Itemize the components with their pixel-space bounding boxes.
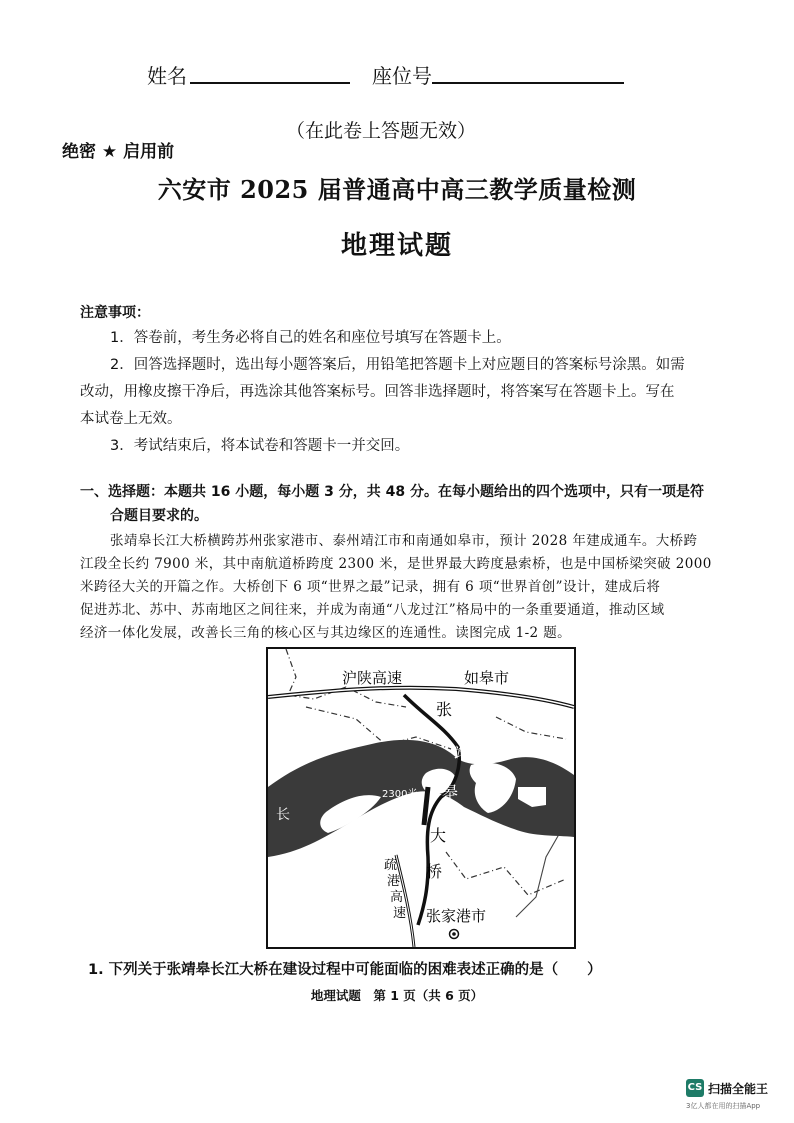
question-1: 1. 下列关于张靖皋长江大桥在建设过程中可能面临的困难表述正确的是（ ） [88, 962, 602, 978]
watermark-name: 扫描全能王 [708, 1082, 769, 1096]
bridge-char-label: 桥 [426, 862, 443, 881]
passage-line: 张靖皋长江大桥横跨苏州张家港市、泰州靖江市和南通如皋市，预计 2028 年建成通车。大桥跨 [110, 533, 698, 549]
section-heading-cont: 合题目要求的。 [110, 508, 208, 524]
port-expressway-label: 速 [393, 906, 407, 921]
seat-blank [432, 82, 624, 84]
port-expressway-label: 港 [387, 874, 401, 889]
watermark-tagline: 3亿人都在用的扫描App [686, 1102, 761, 1110]
river-label: 长 [276, 807, 290, 823]
subject-title: 地理试题 [340, 231, 453, 261]
note-line: 本试卷上无效。 [80, 411, 182, 427]
passage-line: 经济一体化发展，改善长三角的核心区与其边缘区的连通性。读图完成 1-2 题。 [80, 625, 572, 641]
city-marker-dot [452, 932, 456, 936]
zhangjiagang-label: 张家港市 [426, 907, 487, 925]
passage-line: 江段全长约 7900 米，其中南航道桥跨度 2300 米，是世界最大跨度悬索桥，也是中国桥梁突破 2000 [80, 556, 712, 572]
port-expressway-label: 高 [390, 890, 404, 905]
exam-title: 六安市 2025 届普通高中高三教学质量检测 [157, 175, 637, 204]
bridge-char-label: 皋 [442, 782, 459, 801]
confidential-mark: 绝密 ★ 启用前 [62, 142, 175, 162]
bridge-char-label: 张 [436, 700, 453, 719]
bridge-char-label: 大 [430, 826, 447, 845]
camscanner-logo-icon: CS [686, 1079, 704, 1097]
bridge-char-label: 靖 [454, 744, 471, 763]
note-line: 2．回答选择题时，选出每小题答案后，用铅笔把答题卡上对应题目的答案标号涂黑。如需 [110, 357, 685, 373]
page-footer: 地理试题 第 1 页（共 6 页） [310, 988, 484, 1003]
section-heading: 一、选择题：本题共 16 小题，每小题 3 分，共 48 分。在每小题给出的四个选项中，只有一项是符 [80, 484, 704, 500]
name-blank [190, 82, 350, 84]
rugao-label: 如皋市 [464, 669, 510, 687]
notes-heading: 注意事项： [80, 305, 150, 321]
note-line: 1．答卷前，考生务必将自己的姓名和座位号填写在答题卡上。 [110, 330, 511, 346]
span-label: 2300米 [382, 789, 418, 800]
invalid-notice: （在此卷上答题无效） [286, 120, 477, 142]
bridge-map [266, 647, 576, 949]
port-expressway-label: 疏 [384, 858, 398, 873]
name-label: 姓名 [147, 64, 187, 88]
note-line: 3．考试结束后，将本试卷和答题卡一并交回。 [110, 438, 410, 454]
seat-label: 座位号 [372, 64, 432, 88]
passage-line: 米跨径大关的开篇之作。大桥创下 6 项“世界之最”记录，拥有 6 项“世界首创”设计，建成后将 [80, 579, 661, 595]
note-line: 改动，用橡皮擦干净后，再选涂其他答案标号。回答非选择题时，将答案写在答题卡上。写在 [80, 384, 675, 400]
expressway-label: 沪陕高速 [342, 669, 403, 687]
passage-line: 促进苏北、苏中、苏南地区之间往来，并成为南通“八龙过江”格局中的一条重要通道，推动区域 [80, 602, 665, 618]
